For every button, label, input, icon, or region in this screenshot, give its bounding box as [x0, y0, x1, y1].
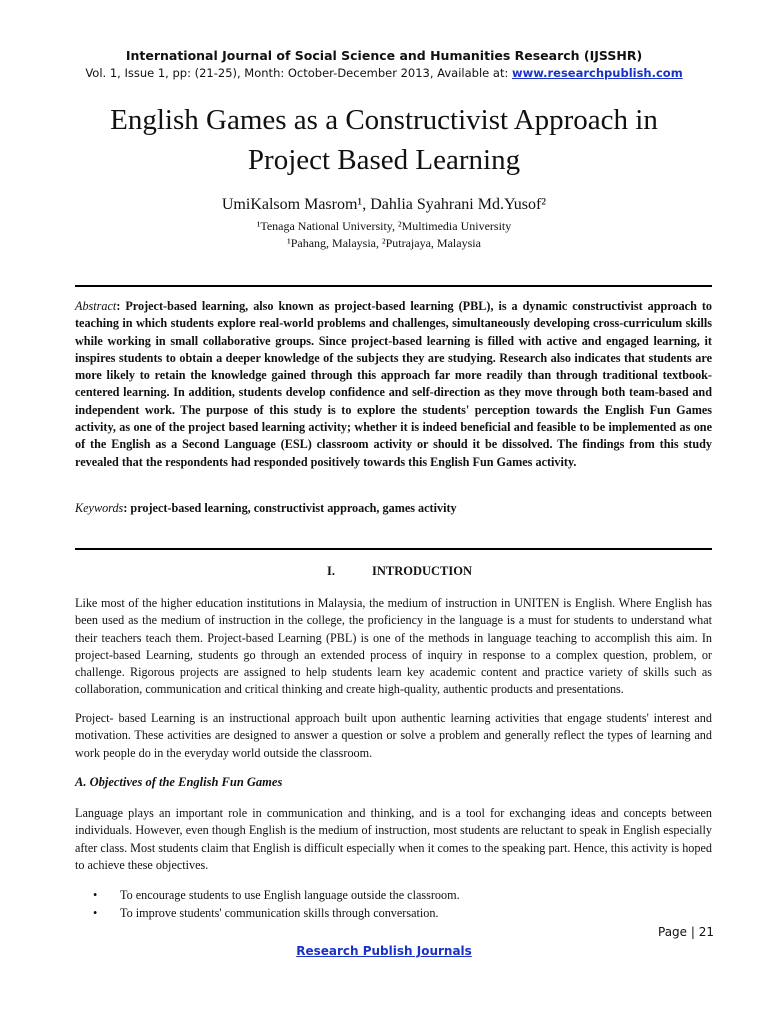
affiliation-line-2: ¹Pahang, Malaysia, ²Putrajaya, Malaysia	[287, 236, 481, 250]
list-item: • To improve students' communication skills through conversation.	[93, 904, 460, 922]
journal-info	[0, 66, 768, 80]
affiliation-line-1: ¹Tenaga National University, ²Multimedia University	[256, 219, 512, 233]
journal-info-text: Vol. 1, Issue 1, pp: (21-25), Month: October-December 2013, Available at:	[85, 66, 512, 80]
objectives-list	[93, 886, 460, 922]
authors: UmiKalsom Masrom¹, Dahlia Syahrani Md.Yusof²	[221, 196, 547, 213]
journal-url-link[interactable]: www.researchpublish.com	[511, 66, 683, 80]
keywords-text: : project-based learning, constructivist approach, games activity	[123, 501, 457, 515]
divider-middle	[75, 548, 712, 550]
section-title: INTRODUCTION	[372, 564, 473, 578]
section-number: I.	[327, 564, 335, 578]
publisher-link[interactable]: Research Publish Journals	[296, 944, 472, 958]
intro-paragraph-2: Project- based Learning is an instructional approach built upon authentic learning activities that engage students' interest and motivation. These activities are designed to answer a question or solve a problem and generally reflect the types of learning and work people do in the everyday world outside the classroom.	[75, 711, 712, 760]
page-number: Page | 21	[658, 925, 714, 939]
paper-title-line-1: English Games as a Constructivist Approach in	[110, 104, 658, 136]
paper-title	[60, 100, 708, 180]
paper-title-line-2: Project Based Learning	[247, 144, 521, 176]
abstract	[75, 298, 712, 471]
intro-paragraph-1: Like most of the higher education institutions in Malaysia, the medium of instruction in UNITEN is English. Where English has been used as the medium of instruction in the college, the proficiency in the language is a must for students to understand what their teachers teach them. Project-based Learning (PBL) is one of the methods in language teaching to accomplish this aim. In project-based Learning, students go through an extended process of inquiry in response to a complex question, problem, or challenge. Rigorous projects are assigned to help students learn key academic content and practice variety of skills such as collaboration, communication and critical thinking and create high-quality, authentic products and presentations.	[75, 596, 712, 697]
subsection-paragraph: Language plays an important role in communication and thinking, and is a tool for exchanging ideas and concepts between individuals. However, even though English is the medium of instruction, most students are reluctant to speak in English especially after class. Most students claim that English is difficult especially when it comes to the speaking part. Hence, this activity is hoped to achieve these objectives.	[75, 806, 712, 872]
footer	[0, 944, 768, 958]
divider-top	[75, 285, 712, 287]
list-item: • To encourage students to use English language outside the classroom.	[93, 886, 460, 904]
keywords-label: Keywords	[75, 501, 124, 515]
keywords	[75, 500, 712, 517]
abstract-text: : Project-based learning, also known as project-based learning (PBL), is a dynamic constructivist approach to teaching in which students explore real-world problems and challenges, simultaneously developing cross-curriculum skills while working in small collaborative groups. Since project-based learning is filled with active and engaged learning, it inspires students to obtain a deeper knowledge of the subjects they are studying. Research also indicates that students are more likely to retain the knowledge gained through this approach far more readily than through traditional textbook-centered learning. In addition, students develop confidence and self-direction as they move through both team-based and independent work. The purpose of this study is to explore the students' perception towards the English Fun Games activity, as one of the project based learning activity; whether it is indeed beneficial and feasible to be implemented as one of the English as a Second Language (ESL) classroom activity or should it be dissolved. The findings from this study revealed that the respondents had responded positively towards this English Fun Games activity.	[75, 299, 712, 469]
journal-title: International Journal of Social Science and Humanities Research (IJSSHR)	[125, 48, 643, 63]
abstract-label: Abstract	[75, 299, 117, 313]
subsection-heading: A. Objectives of the English Fun Games	[75, 775, 283, 789]
